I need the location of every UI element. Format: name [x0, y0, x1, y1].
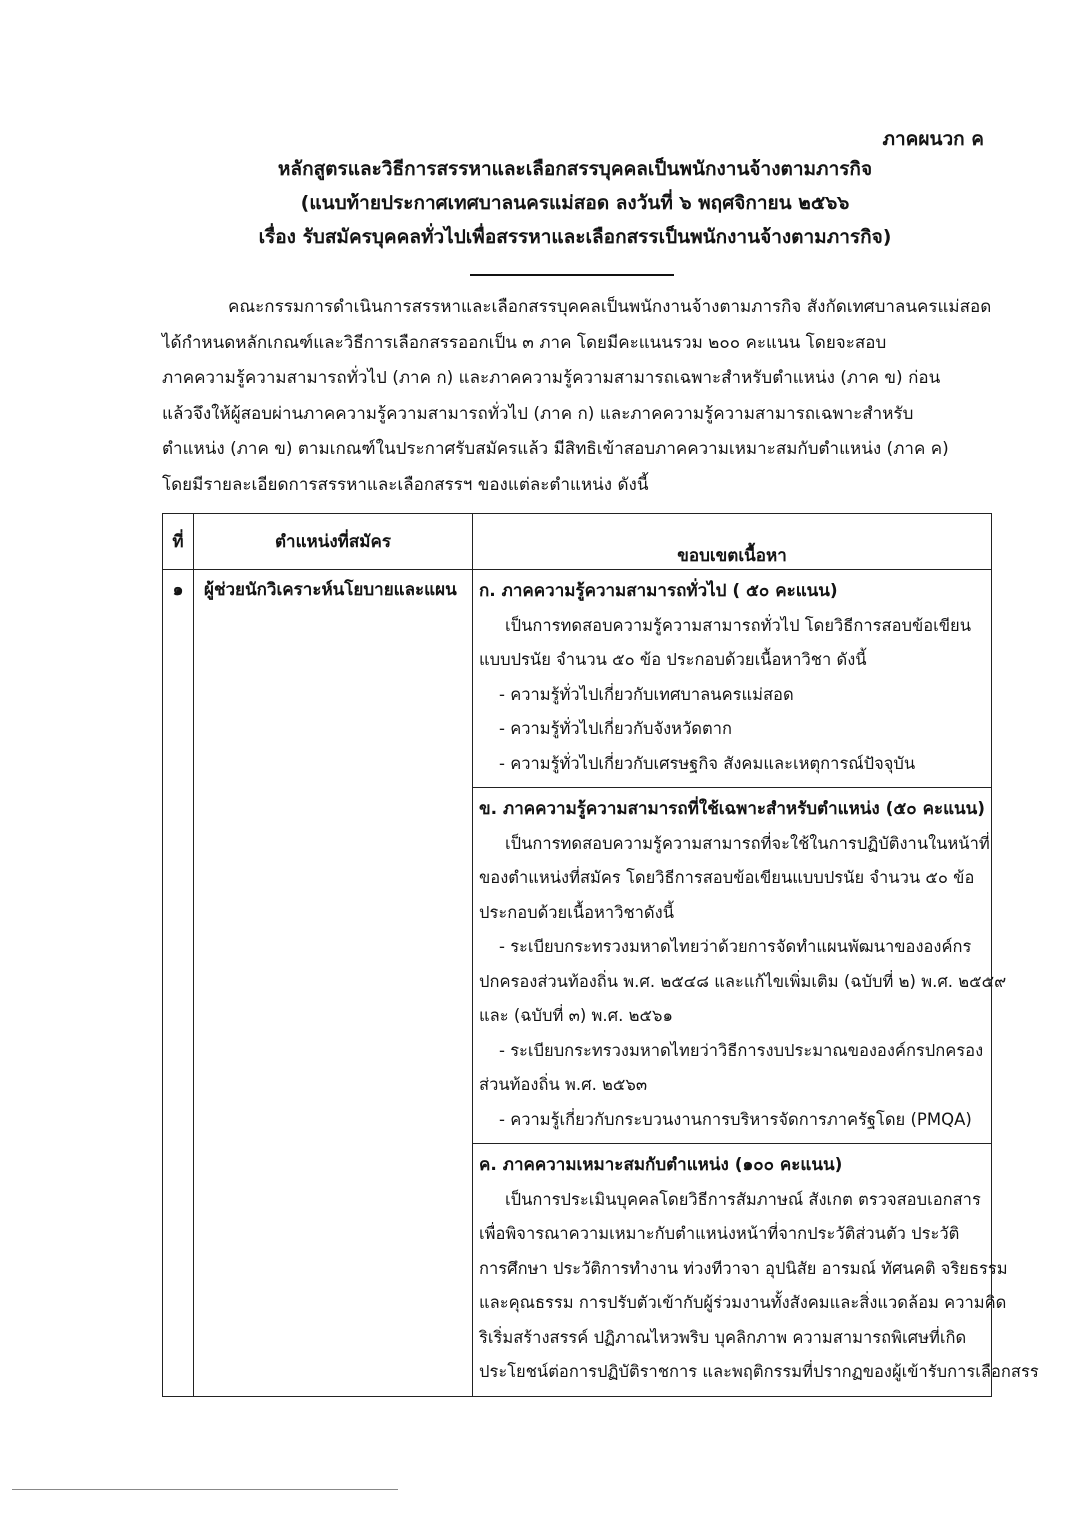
footer-rule: [12, 1489, 398, 1490]
section-line: ริเริ่มสร้างสรรค์ ปฏิภาณไหวพริบ บุคลิกภาพ ความสามารถพิเศษที่เกิด: [479, 1327, 967, 1347]
section-line: เป็นการทดสอบความรู้ความสามารถที่จะใช้ในการปฏิบัติงานในหน้าที่: [505, 833, 990, 853]
exam-scope-table: [162, 513, 1039, 1397]
section-line: - ความรู้ทั่วไปเกี่ยวกับเศรษฐกิจ สังคมและเหตุการณ์ปัจจุบัน: [499, 753, 916, 773]
section-line: และ (ฉบับที่ ๓) พ.ศ. ๒๕๖๑: [479, 1006, 673, 1025]
intro-line: ได้กำหนดหลักเกณฑ์และวิธีการเลือกสรรออกเป็น ๓ ภาค โดยมีคะแนนรวม ๒๐๐ คะแนน โดยจะสอบ: [162, 332, 887, 353]
intro-line: โดยมีรายละเอียดการสรรหาและเลือกสรรฯ ของแต่ละตำแหน่ง ดังนี้: [162, 474, 649, 495]
title-line: (แนบท้ายประกาศเทศบาลนครแม่สอด ลงวันที่ ๖ พฤศจิกายน ๒๕๖๖: [300, 192, 850, 214]
section-heading: ข. ภาคความรู้ความสามารถที่ใช้เฉพาะสำหรับตำแหน่ง (๕๐ คะแนน): [479, 799, 986, 819]
document-title: [160, 152, 990, 254]
header-number: ที่: [163, 514, 194, 570]
table-row: [163, 570, 992, 788]
section-line: ปกครองส่วนท้องถิ่น พ.ศ. ๒๕๔๘ และแก้ไขเพิ่มเติม (ฉบับที่ ๒) พ.ศ. ๒๕๕๙: [479, 971, 1007, 991]
row-position: ผู้ช่วยนักวิเคราะห์นโยบายและแผน: [194, 570, 473, 1397]
section-line: และคุณธรรม การปรับตัวเข้ากับผู้ร่วมงานทั้งสังคมและสิ่งแวดล้อม ความคิด: [479, 1293, 1007, 1312]
annex-label: ภาคผนวก ค: [882, 128, 984, 150]
section-heading: ก. ภาคความรู้ความสามารถทั่วไป ( ๕๐ คะแนน): [479, 581, 838, 601]
title-line: เรื่อง รับสมัครบุคคลทั่วไปเพื่อสรรหาและเลือกสรรเป็นพนักงานจ้างตามภารกิจ): [258, 226, 892, 248]
table-header-row: [163, 514, 992, 570]
section-line: การศึกษา ประวัติการทำงาน ท่วงทีวาจา อุปนิสัย อารมณ์ ทัศนคติ จริยธรรม: [479, 1258, 1008, 1278]
section-heading: ค. ภาคความเหมาะสมกับตำแหน่ง (๑๐๐ คะแนน): [479, 1155, 843, 1175]
title-line: หลักสูตรและวิธีการสรรหาและเลือกสรรบุคคลเป็นพนักงานจ้างตามภารกิจ: [277, 158, 873, 180]
row-number: ๑: [163, 570, 194, 1397]
section-line: ประกอบด้วยเนื้อหาวิชาดังนี้: [479, 902, 674, 922]
section-line: เป็นการประเมินบุคคลโดยวิธีการสัมภาษณ์ สังเกต ตรวจสอบเอกสาร: [505, 1189, 981, 1209]
intro-line: คณะกรรมการดำเนินการสรรหาและเลือกสรรบุคคลเป็นพนักงานจ้างตามภารกิจ สังกัดเทศบาลนครแม่สอด: [228, 297, 992, 317]
intro-line: ตำแหน่ง (ภาค ข) ตามเกณฑ์ในประกาศรับสมัครแล้ว มีสิทธิเข้าสอบภาคความเหมาะสมกับตำแหน่ง (ภาค ค): [162, 439, 949, 459]
section-line: - ระเบียบกระทรวงมหาดไทยว่าวิธีการงบประมาณขององค์กรปกครอง: [499, 1040, 984, 1060]
intro-line: แล้วจึงให้ผู้สอบผ่านภาคความรู้ความสามารถทั่วไป (ภาค ก) และภาคความรู้ความสามารถเฉพาะสำหรับ: [162, 403, 914, 424]
section-line: เป็นการทดสอบความรู้ความสามารถทั่วไป โดยวิธีการสอบข้อเขียน: [505, 615, 972, 635]
header-position: ตำแหน่งที่สมัคร: [194, 514, 473, 570]
section-line: ของตำแหน่งที่สมัคร โดยวิธีการสอบข้อเขียนแบบปรนัย จำนวน ๕๐ ข้อ: [479, 868, 975, 887]
intro-paragraph: [162, 290, 992, 503]
section-line: - ความรู้เกี่ยวกับกระบวนงานการบริหารจัดการภาครัฐโดย (PMQA): [499, 1109, 972, 1129]
section-line: - ความรู้ทั่วไปเกี่ยวกับเทศบาลนครแม่สอด: [499, 684, 794, 704]
title-underline: [470, 274, 674, 276]
section-line: เพื่อพิจารณาความเหมาะกับตำแหน่งหน้าที่จากประวัติส่วนตัว ประวัติ: [479, 1224, 960, 1243]
header-scope: ขอบเขตเนื้อหา: [473, 514, 992, 570]
section-b: [473, 788, 1007, 1144]
section-line: - ความรู้ทั่วไปเกี่ยวกับจังหวัดตาก: [499, 719, 732, 738]
section-line: ประโยชน์ต่อการปฏิบัติราชการ และพฤติกรรมที่ปรากฏของผู้เข้ารับการเลือกสรร: [479, 1362, 1039, 1381]
section-line: - ระเบียบกระทรวงมหาดไทยว่าด้วยการจัดทำแผนพัฒนาขององค์กร: [499, 937, 972, 956]
section-a: [473, 570, 992, 788]
section-c: [473, 1144, 1039, 1397]
section-line: แบบปรนัย จำนวน ๕๐ ข้อ ประกอบด้วยเนื้อหาวิชา ดังนี้: [479, 650, 867, 669]
section-line: ส่วนท้องถิ่น พ.ศ. ๒๕๖๓: [479, 1075, 648, 1094]
intro-line: ภาคความรู้ความสามารถทั่วไป (ภาค ก) และภาคความรู้ความสามารถเฉพาะสำหรับตำแหน่ง (ภาค ข) ก่อน: [162, 368, 941, 388]
